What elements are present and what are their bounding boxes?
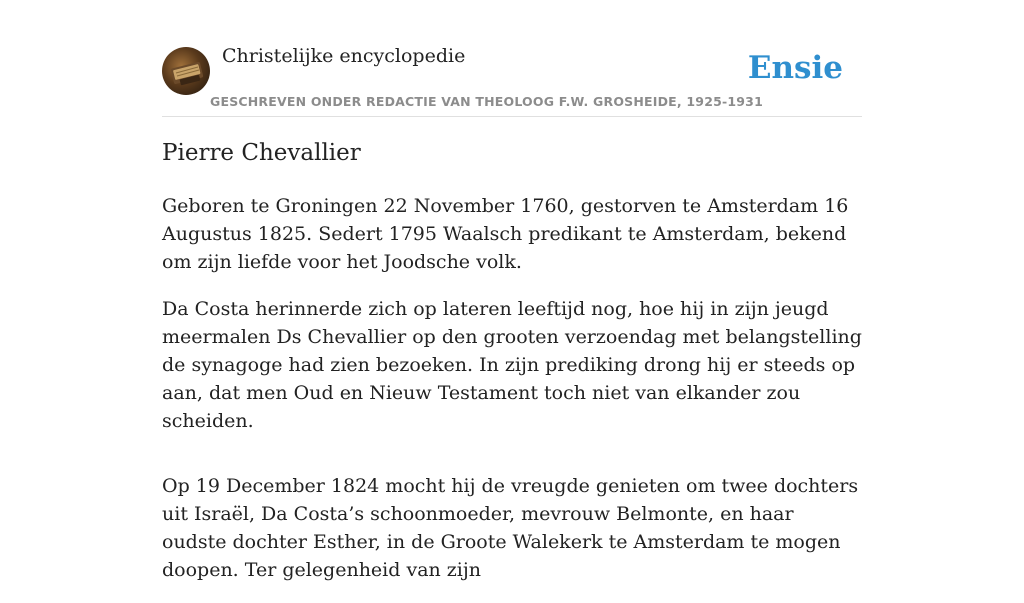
brand-logo-link[interactable]: Ensie <box>747 50 843 86</box>
article-paragraph: Op 19 December 1824 mocht hij de vreugde genieten om twee dochters uit Israël, Da Costa’s schoonmoeder, mevrouw Belmonte, en haar oudste dochter Esther, in de Groote Walekerk te Amsterdam te mogen doopen. Ter gelegenheid van zijn <box>162 475 859 581</box>
book-photo-graphic <box>162 47 210 95</box>
article-title: Pierre Chevallier <box>162 140 361 166</box>
site-title[interactable]: Christelijke encyclopedie <box>222 45 466 67</box>
book-photo-icon[interactable] <box>162 47 210 95</box>
site-subtitle: GESCHREVEN ONDER REDACTIE VAN THEOLOOG F.W. GROSHEIDE, 1925-1931 <box>210 94 763 109</box>
site-header <box>162 0 862 117</box>
article-body <box>162 192 862 603</box>
article-paragraph: Da Costa herinnerde zich op lateren leeftijd nog, hoe hij in zijn jeugd meermalen Ds Chevallier op den grooten verzoendag met belangstelling de synagoge had zien bezoeken. In zijn prediking drong hij er steeds op aan, dat men Oud en Nieuw Testament toch niet van elkander zou scheiden. <box>162 298 862 432</box>
page-container <box>162 0 862 581</box>
article-paragraph: Geboren te Groningen 22 November 1760, gestorven te Amsterdam 16 Augustus 1825. Sedert 1795 Waalsch predikant te Amsterdam, bekend om zijn liefde voor het Joodsche volk. <box>162 195 849 273</box>
